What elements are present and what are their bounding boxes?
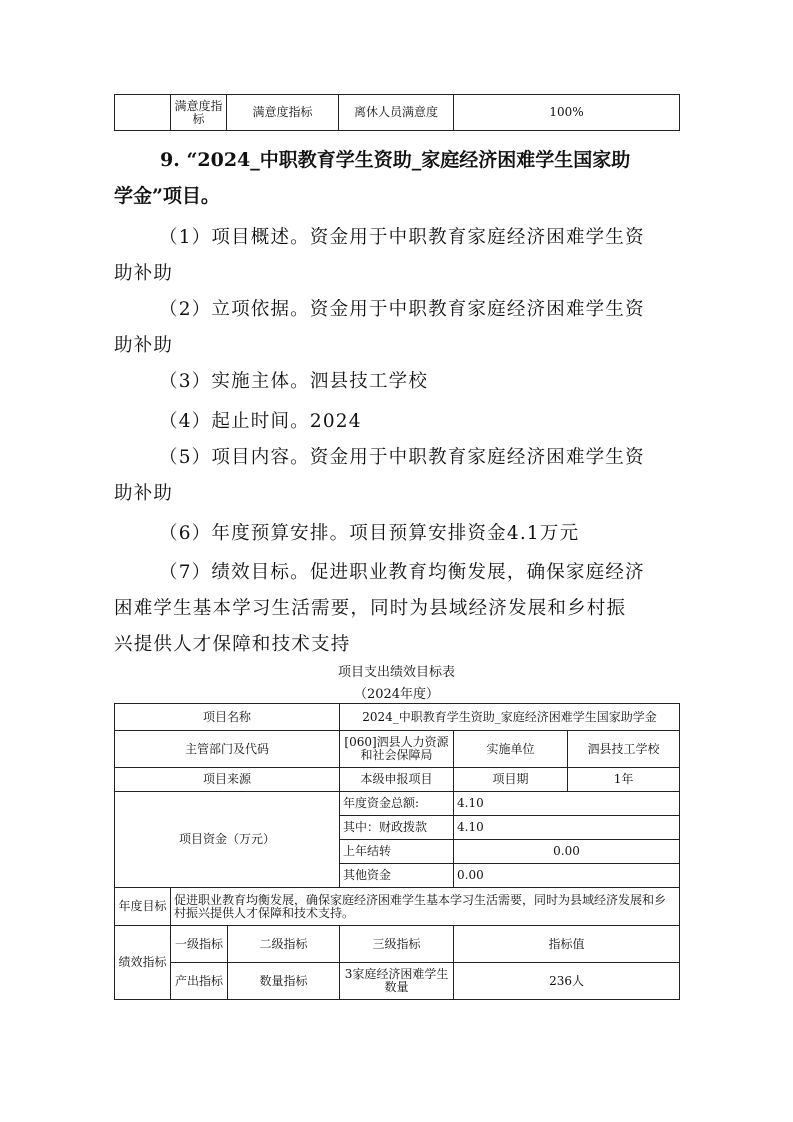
table-row [115, 888, 680, 926]
table-row [115, 792, 680, 816]
table-row [115, 926, 680, 963]
value-cell: 产出指标 [171, 963, 228, 1000]
table-cell: 离休人员满意度 [339, 95, 454, 131]
value-cell: 数量指标 [228, 963, 340, 1000]
value-cell: 3家庭经济困难学生数量 [340, 963, 454, 1000]
label-cell: 实施单位 [454, 731, 568, 768]
table-row [115, 963, 680, 1000]
value-cell: 0.00 [454, 840, 680, 864]
table-cell: 满意度指标 [227, 95, 339, 131]
paragraph-line: 助补助 [114, 335, 174, 356]
table-row [115, 731, 680, 768]
table-row [115, 768, 680, 792]
paragraph-line: （4）起止时间。2024 [159, 411, 362, 432]
label-cell: 项目资金（万元） [115, 792, 340, 888]
value-cell: 2024_中职教育学生资助_家庭经济困难学生国家助学金 [340, 704, 680, 731]
label-cell: 其中：财政拨款 [340, 816, 454, 840]
value-cell: 1年 [568, 768, 680, 792]
header-cell: 一级指标 [171, 926, 228, 963]
paragraph-line: （5）项目内容。资金用于中职教育家庭经济困难学生资 [159, 447, 645, 468]
value-cell: 236人 [454, 963, 680, 1000]
paragraph-line: （1）项目概述。资金用于中职教育家庭经济困难学生资 [159, 227, 645, 248]
paragraph-line: （7）绩效目标。促进职业教育均衡发展，确保家庭经济 [159, 562, 645, 583]
paragraph-5 [114, 440, 684, 512]
satisfaction-table [114, 94, 680, 131]
paragraph-2 [114, 292, 684, 364]
value-cell: 本级申报项目 [340, 768, 454, 792]
table-row [115, 95, 680, 131]
paragraph-line: （6）年度预算安排。项目预算安排资金4.1万元 [159, 523, 580, 544]
label-cell: 年度目标 [115, 888, 171, 926]
table-year: （2024年度） [353, 687, 440, 702]
value-cell: 4.10 [454, 792, 680, 816]
header-cell: 二级指标 [228, 926, 340, 963]
value-cell: 0.00 [454, 864, 680, 888]
value-cell: 促进职业教育均衡发展，确保家庭经济困难学生基本学习生活需要，同时为县域经济发展和乡村振兴提供人才保障和技术支持。 [171, 888, 680, 926]
label-cell: 绩效指标 [115, 926, 171, 1000]
paragraph-7 [114, 555, 684, 663]
label-cell: 上年结转 [340, 840, 454, 864]
section-heading-line1: 9. “2024_中职教育学生资助_家庭经济困难学生国家助 [160, 149, 631, 171]
paragraph-3 [114, 364, 684, 400]
paragraph-4 [114, 404, 684, 440]
label-cell: 年度资金总额: [340, 792, 454, 816]
value-cell: 4.10 [454, 816, 680, 840]
table-title: 项目支出绩效目标表 [337, 665, 455, 680]
paragraph-line: 助补助 [114, 263, 174, 284]
paragraph-line: 助补助 [114, 483, 174, 504]
table-cell [115, 95, 171, 131]
performance-goal-table [114, 703, 680, 1000]
label-cell: 其他资金 [340, 864, 454, 888]
label-cell: 主管部门及代码 [115, 731, 340, 768]
paragraph-1 [114, 220, 684, 292]
paragraph-6 [114, 516, 684, 552]
table-cell: 满意度指标 [171, 95, 227, 131]
label-cell: 项目来源 [115, 768, 340, 792]
value-cell: 泗县技工学校 [568, 731, 680, 768]
table-cell: 100% [454, 95, 680, 131]
paragraph-line: 兴提供人才保障和技术支持 [114, 634, 351, 655]
table-row [115, 704, 680, 731]
paragraph-line: （2）立项依据。资金用于中职教育家庭经济困难学生资 [159, 299, 645, 320]
header-cell: 三级指标 [340, 926, 454, 963]
paragraph-line: 困难学生基本学习生活需要，同时为县域经济发展和乡村振 [114, 598, 627, 619]
value-cell: [060]泗县人力资源和社会保障局 [340, 731, 454, 768]
paragraph-line: （3）实施主体。泗县技工学校 [159, 371, 429, 392]
label-cell: 项目期 [454, 768, 568, 792]
header-cell: 指标值 [454, 926, 680, 963]
section-heading-line2: 学金”项目。 [114, 185, 220, 207]
label-cell: 项目名称 [115, 704, 340, 731]
